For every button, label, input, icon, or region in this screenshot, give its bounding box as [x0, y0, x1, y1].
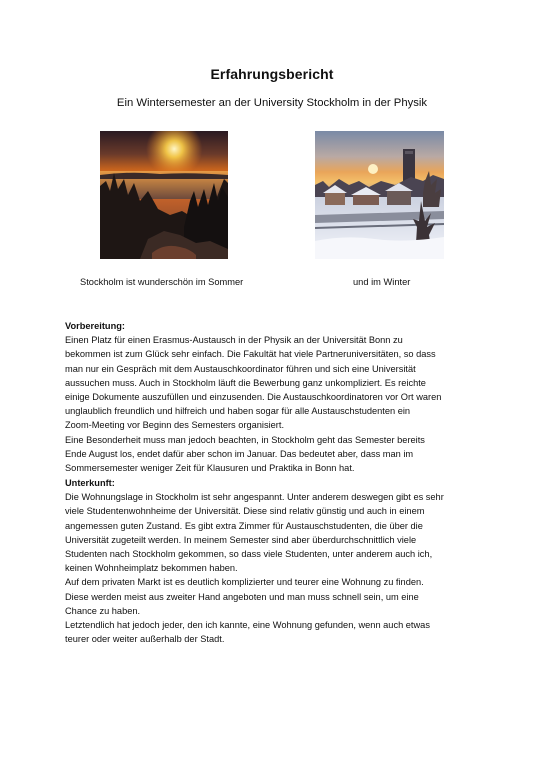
- housing-section: [65, 476, 505, 646]
- text-line: Universität zugeteilt werden. In meinem Semester sind aber überdurchschnittlich viele: [65, 534, 417, 545]
- text-line: angemessen guten Zustand. Es gibt extra Zimmer für Austauschstudenten, die über die: [65, 520, 423, 531]
- preparation-section: [65, 319, 505, 475]
- housing-heading: Unterkunft:: [65, 478, 115, 488]
- text-line: aussuchen muss. Auch in Stockholm läuft die Bewerbung ganz unkompliziert. Es reichte: [65, 377, 426, 388]
- text-line: unglaublich freundlich und hilfreich und haben sogar für alle Austauschstudenten ein: [65, 406, 411, 417]
- text-line: Sommersemester weniger Zeit für Klausuren und Praktika in Bonn hat.: [65, 463, 355, 474]
- text-line: Zoom-Meeting vor Beginn des Semesters organisiert.: [65, 420, 285, 431]
- text-line: Diese werden meist aus zweiter Hand angeboten und man muss schnell sein, um eine: [65, 591, 419, 602]
- preparation-heading: Vorbereitung:: [65, 321, 125, 331]
- text-line: Einen Platz für einen Erasmus-Austausch in der Physik an der Universität Bonn zu: [65, 335, 403, 346]
- preparation-text: [65, 333, 505, 475]
- text-line: Studenten nach Stockholm gekommen, so dass viele Studenten, unter anderem auch ich,: [65, 549, 433, 560]
- text-line: einige Dokumente auszufüllen und einzusenden. Die Austauschkoordinatoren vor Ort waren: [65, 392, 442, 403]
- document-title: Erfahrungsbericht: [210, 66, 334, 82]
- winter-photo-caption: und im Winter: [353, 277, 411, 287]
- winter-sunset-photo: [315, 131, 444, 259]
- text-line: Auf dem privaten Markt ist es deutlich komplizierter und teurer eine Wohnung zu finden.: [65, 577, 424, 588]
- text-line: bekommen ist zum Glück sehr einfach. Die Fakultät hat viele Partneruniversitäten, so dass: [65, 349, 436, 360]
- text-line: keinen Wohnheimplatz bekommen haben.: [65, 563, 238, 574]
- text-line: Die Wohnungslage in Stockholm ist sehr angespannt. Unter anderem deswegen gibt es sehr: [65, 492, 444, 503]
- text-line: Chance zu haben.: [65, 605, 141, 616]
- summer-sunset-photo: [100, 131, 228, 259]
- text-line: Eine Besonderheit muss man jedoch beachten, in Stockholm geht das Semester bereits: [65, 434, 425, 445]
- summer-photo-caption: Stockholm ist wunderschön im Sommer: [80, 277, 244, 287]
- text-line: viele Studentenwohnheime der Universität. Diese sind relativ günstig und auch in einem: [65, 506, 425, 517]
- text-line: teurer oder weiter außerhalb der Stadt.: [65, 634, 225, 645]
- housing-text: [65, 490, 505, 646]
- text-line: man nur ein Gespräch mit dem Austauschkoordinator führen und sich eine Universität: [65, 363, 416, 374]
- text-line: Ende August los, endet dafür aber schon im Januar. Das bedeutet aber, dass man im: [65, 448, 414, 459]
- text-line: Letztendlich hat jedoch jeder, den ich kannte, eine Wohnung gefunden, wenn auch etwas: [65, 620, 430, 631]
- document-subtitle: Ein Wintersemester an der University Stockholm in der Physik: [116, 97, 428, 109]
